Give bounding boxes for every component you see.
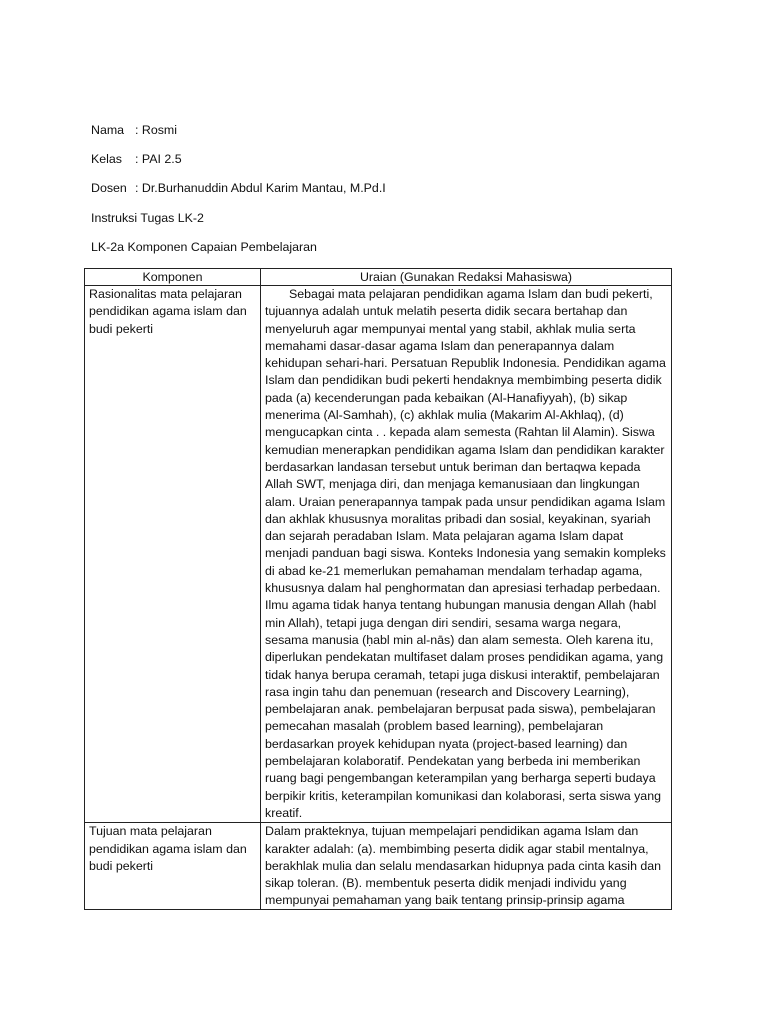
table-header-row [85,269,672,286]
nama-label: Nama [91,123,125,137]
nama-line [91,122,177,138]
kelas-value: : PAI 2.5 [135,152,182,166]
column-header-uraian: Uraian (Gunakan Redaksi Mahasiswa) [261,269,672,286]
table-row [85,823,672,910]
dosen-line [91,180,386,196]
komponen-table [84,268,672,910]
lk-subtitle: LK-2a Komponen Capaian Pembelajaran [91,240,317,254]
komponen-cell [85,286,261,823]
uraian-text: Dalam prakteknya, tujuan mempelajari pendidikan agama Islam dan karakter adalah: (a). membimbing peserta didik agar stabil mentalnya, berakhlak mulia dan selalu mendasarkan hidupnya pada cinta kasih dan sikap toleran. (B). membentuk peserta didik menjadi individu yang mempunyai pemahaman yang baik tentang prinsip-prinsip agama [265,824,662,908]
table-row [85,286,672,823]
komponen-cell [85,823,261,910]
komponen-text: Rasionalitas mata pelajaran pendidikan agama islam dan budi pekerti [89,287,247,336]
kelas-label: Kelas [91,152,122,166]
komponen-text: Tujuan mata pelajaran pendidikan agama islam dan budi pekerti [89,824,247,873]
uraian-cell [261,286,672,823]
instruksi-title: Instruksi Tugas LK-2 [91,211,204,225]
dosen-label: Dosen [91,181,127,195]
kelas-line [91,151,182,167]
uraian-clip [265,823,667,909]
dosen-value: : Dr.Burhanuddin Abdul Karim Mantau, M.Pd.I [135,181,386,195]
uraian-cell [261,823,672,910]
uraian-text: Sebagai mata pelajaran pendidikan agama Islam dan budi pekerti, tujuannya adalah untuk melatih peserta didik secara bertahap dan menyeluruh agar mempunyai mental yang stabil, akhlak mulia serta memahami dasar-dasar agama Islam dan penerapannya dalam kehidupan sehari-hari. Persatuan Republik Indonesia. Pendidikan agama Islam dan pendidikan budi pekerti hendaknya membimbing peserta didik pada (a) kecenderungan pada kebaikan (Al-Hanafiyyah), (b) sikap menerima (Al-Samhah), (c) akhlak mulia (Makarim Al-Akhlaq), (d) mengucapkan cinta . . kepada alam semesta (Rahtan lil Alamin). Siswa kemudian menerapkan pendidikan agama Islam dan pendidikan karakter berdasarkan landasan tersebut untuk beriman dan bertaqwa kepada Allah SWT, menjaga diri, dan menjaga kemanusiaan dan lingkungan alam. Uraian penerapannya tampak pada unsur pendidikan agama Islam dan akhlak khususnya moralitas pribadi dan sosial, keyakinan, syariah dan sejarah peradaban Islam. Mata pelajaran agama Islam dapat menjadi panduan bagi siswa. Konteks Indonesia yang semakin kompleks di abad ke-21 memerlukan pemahaman mendalam terhadap agama, khususnya dalam hal penghormatan dan apresiasi terhadap perbedaan. Ilmu agama tidak hanya tentang hubungan manusia dengan Allah (habl min Allah), tetapi juga dengan diri sendiri, sesama warga negara, sesama manusia (ḥabl min al-nās) dan alam semesta. Oleh karena itu, diperlukan pendekatan multifaset dalam proses pendidikan agama, yang tidak hanya berupa ceramah, tetapi juga diskusi interaktif, pembelajaran rasa ingin tahu dan penemuan (research and Discovery Learning), pembelajaran anak. pembelajaran berpusat pada siswa), pembelajaran pemecahan masalah (problem based learning), pembelajaran berdasarkan proyek kehidupan nyata (project-based learning) dan pembelajaran kolaboratif. Pendekatan yang berbeda ini memberikan ruang bagi pengembangan keterampilan yang berharga seperti budaya berpikir kritis, keterampilan komunikasi dan kolaborasi, serta siswa yang kreatif. [265,287,666,820]
nama-value: : Rosmi [135,123,177,137]
column-header-komponen: Komponen [85,269,261,286]
